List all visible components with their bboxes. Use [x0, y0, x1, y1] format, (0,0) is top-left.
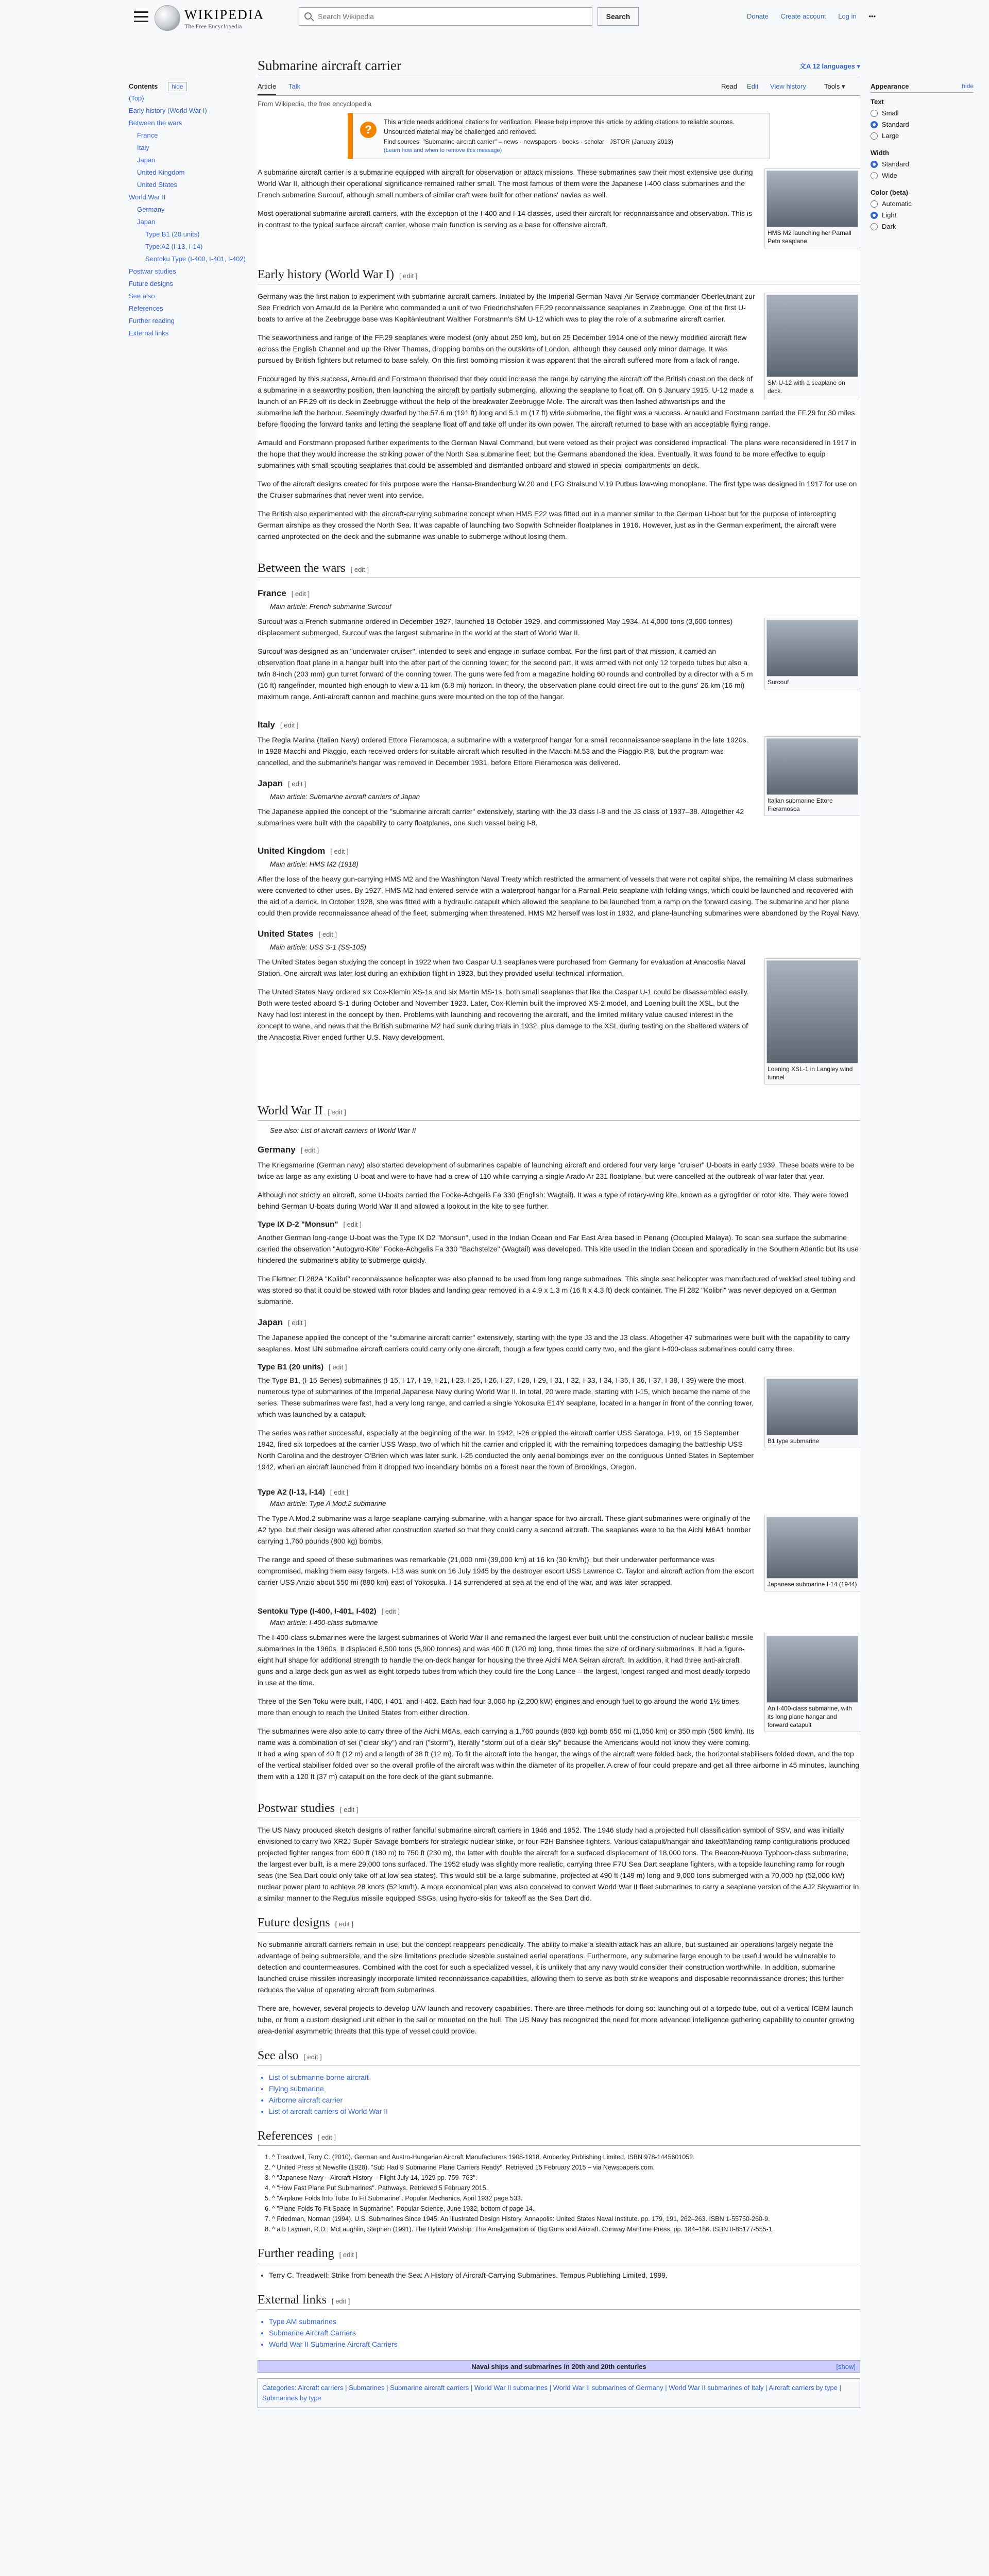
section-heading-further-reading: Further reading [ edit ] — [258, 2247, 860, 2263]
body-paragraph: Germany was the first nation to experiment with submarine aircraft carriers. Initiated by the Imperial German Naval Air Service commander Oberleutnant zur See Friedrich von Arnauld de la Perière who commanded a unit of two Friedrichshafen FF.29 reconnaissance seaplanes in Zeebrugge. One of the first U-boats to arrive at the Zeebrugge base was Kapitänleutnant Walther Forstmann's SM U-12 which was to play the role of a submarine aircraft carrier. — [258, 292, 755, 323]
body-paragraph: The Type B1, (I-15 Series) submarines (I-15, I-17, I-19, I-21, I-23, I-25, I-26, I-27, I-28, I-29, I-31, I-32, I-33, I-34, I-35, I-36, I-37, I-38, I-39) were the most numerous type of submarines of the Imperial Japanese Navy during World War II. In total, 20 were made, starting with I-15, which became the name of the series. These submarines were fast, had a very long range, and carried a single Yokosuka E14Y seaplane, located in a hangar in front of the conning tower, which was launched by a catapult. — [258, 1376, 754, 1418]
i14-image[interactable] — [766, 1517, 858, 1579]
wikipedia-globe-logo[interactable] — [155, 5, 180, 31]
list-item: 1. ^ Treadwell, Terry C. (2010). German and Austro-Hungarian Aircraft Manufacturers 1908-1918. Amberley Publishing Limited. ISBN 978-1445601052. — [272, 2152, 860, 2162]
thumb-caption: B1 type submarine — [768, 1437, 820, 1445]
appearance-hide-button[interactable]: hide — [962, 82, 974, 90]
toc-item[interactable]: Sentoku Type (I-400, I-401, I-402) — [145, 255, 246, 263]
search-input[interactable] — [317, 11, 543, 22]
appearance-group-title: Width — [871, 149, 889, 157]
language-button[interactable]: 文A 12 languages ▾ — [799, 62, 860, 70]
issue-line-2: Find sources: "Submarine aircraft carrier" – news · newspapers · books · scholar · JSTOR (January 2013) — [384, 138, 673, 145]
edit-section-link[interactable]: [ edit ] — [329, 1363, 347, 1371]
toc-item[interactable]: World War II — [129, 193, 166, 201]
main-column — [258, 50, 860, 2418]
categories-list — [262, 2384, 841, 2402]
subsection-heading-japan-ww2: Japan [ edit ] — [258, 1317, 306, 1327]
list-item[interactable]: • Flying submarine — [269, 2083, 860, 2094]
u12-thumbnail[interactable] — [764, 293, 860, 398]
toc-item[interactable]: France — [137, 131, 158, 139]
list-item: 5. ^ "Airplane Folds Into Tube To Fit Submarine". Popular Mechanics, April 1932 page 533. — [272, 2193, 860, 2204]
category-link[interactable]: | Submarine aircraft carriers — [384, 2384, 469, 2392]
body-paragraph: The United States Navy ordered six Cox-Klemin XS-1s and six Martin MS-1s, both small seaplanes that like the Caspar U-1 could be disassembled easily. Both were tested aboard S-1 during October and November 1923. Later, Cox-Klemin built the improved XS-2 model, and Loening built the XSL, but the Navy had lost interest in the concept by then. Problems with launching and recovering the aircraft, and the limited military value caused interest in the concept to wane, and news that the British submarine M2 had sunk during trials in 1932, plus damage to the XSL during testing on the sheltered waters of the Anacostia River ended further U.S. Navy development. — [258, 988, 749, 1041]
u12-image[interactable] — [766, 295, 858, 377]
edit-section-link[interactable]: [ edit ] — [288, 1319, 306, 1327]
i400-thumbnail[interactable] — [764, 1634, 860, 1732]
edit-section-link[interactable]: [ edit ] — [335, 1920, 354, 1928]
subsection-heading-us: United States [ edit ] — [258, 929, 337, 939]
list-item[interactable]: • World War II Submarine Aircraft Carriers — [269, 2338, 860, 2350]
list-item[interactable]: • Submarine Aircraft Carriers — [269, 2327, 860, 2338]
toc-item[interactable]: Between the wars — [129, 119, 182, 127]
category-link[interactable]: | World War II submarines of Germany — [548, 2384, 663, 2392]
germany-paras — [258, 1159, 860, 1212]
appearance-group — [871, 98, 974, 142]
toc-header — [129, 82, 247, 90]
references-list — [272, 2152, 860, 2234]
section-heading-external-links: External links [ edit ] — [258, 2293, 860, 2310]
article-content — [258, 96, 860, 2408]
tab-edit[interactable]: Edit — [747, 82, 759, 90]
table-of-contents — [129, 82, 247, 340]
appearance-panel — [871, 82, 974, 240]
logo-wordmark[interactable]: WIKIPEDIA — [184, 7, 265, 22]
section-heading-early-history: Early history (World War I) [ edit ] — [258, 268, 860, 284]
body-paragraph: The Japanese applied the concept of the "submarine aircraft carrier" extensively, starting with the J3 class I-8 and the J3 class of 1937–38. Altogether 42 submarines were built with the capability to carry floatplanes, one such vessel being I-8. — [258, 807, 744, 827]
appearance-header — [871, 82, 974, 93]
thumb-caption: SM U-12 with a seaplane on deck. — [768, 379, 845, 395]
page-tabs — [258, 77, 860, 96]
thumb-caption: An I-400-class submarine, with its long plane hangar and forward catapult — [768, 1705, 852, 1728]
toc-item[interactable]: See also — [129, 292, 155, 300]
thumb-caption: Japanese submarine I-14 (1944) — [768, 1581, 857, 1588]
toc-item[interactable]: Type A2 (I-13, I-14) — [145, 243, 203, 250]
hatnote: Main article: French submarine Surcouf — [270, 603, 391, 611]
radio-label: Light — [882, 211, 897, 219]
radio-icon[interactable] — [871, 161, 878, 168]
thumb-caption: Loening XSL-1 in Langley wind tunnel — [768, 1065, 853, 1081]
i400-image[interactable] — [766, 1636, 858, 1703]
fieramosca-thumbnail[interactable] — [764, 736, 860, 816]
remove-message-link[interactable]: (Learn how and when to remove this message) — [384, 147, 502, 154]
radio-label: Large — [882, 132, 899, 140]
intro-paragraph: Most operational submarine aircraft carriers, with the exception of the I-400 and I-14 classes, used their aircraft for reconnaissance and observation. This is in contrast to the typical surface aircraft carrier, whose main function is serving as a base for offensive aircraft. — [258, 209, 752, 229]
tab-tools[interactable]: Tools ▾ — [824, 82, 845, 90]
toc-item[interactable]: United Kingdom — [137, 168, 185, 176]
section-heading-future: Future designs [ edit ] — [258, 1916, 860, 1933]
appearance-title: Appearance — [871, 82, 909, 90]
site-header — [0, 0, 989, 52]
thumb-caption: Surcouf — [768, 679, 789, 686]
category-links — [258, 2378, 860, 2408]
appearance-option[interactable] — [871, 119, 974, 130]
donate-link[interactable]: Donate — [746, 12, 769, 20]
body-paragraph: The Type A Mod.2 submarine was a large seaplane-carrying submarine, with a hangar space for two aircraft. These giant submarines were originally of the A2 type, but their design was altered after construction started so that they could carry a second aircraft. The seaplanes were to be the Aichi M6A1 bomber carrying 1,760 pounds (800 kg) bombs. — [258, 1514, 751, 1545]
list-item: 3. ^ "Japanese Navy – Aircraft History – Flight July 14, 1929 pp. 759–763". — [272, 2173, 860, 2183]
appearance-option[interactable] — [871, 198, 974, 210]
list-item: 4. ^ "How Fast Plane Put Submarines". Pathways. Retrieved 5 February 2015. — [272, 2183, 860, 2193]
toc-item[interactable]: Italy — [137, 144, 149, 151]
section-heading-between-wars: Between the wars [ edit ] — [258, 562, 860, 578]
appearance-group-title: Text — [871, 98, 884, 106]
body-paragraph: After the loss of the heavy gun-carrying HMS M2 and the Washington Naval Treaty which restricted the armament of vessels that were not capital ships, the remaining M class submarines were converted to other uses. By 1927, HMS M2 had entered service with a waterproof hangar for a Parnall Peto seaplane with folding wings, which could be launched and recovered with the aid of a derrick. In October 1928, she was fitted with a hydraulic catapult which allowed the seaplane to be launched from a ramp on the forward casing. The submarine and her plane could then provide reconnaissance ahead of the fleet, submerging when threatened. HMS M2 herself was lost in 1932, and plane-launching submarines were abandoned by the Royal Navy. — [258, 875, 860, 917]
edit-section-link[interactable]: [ edit ] — [318, 930, 337, 938]
section-heading-postwar: Postwar studies [ edit ] — [258, 1802, 860, 1818]
fieramosca-image[interactable] — [766, 738, 858, 795]
tab-article[interactable]: Article — [258, 82, 276, 95]
postwar-paras — [258, 1824, 860, 1904]
list-item[interactable]: • List of aircraft carriers of World War II — [269, 2106, 860, 2117]
edit-section-link[interactable]: [ edit ] — [343, 1221, 362, 1228]
radio-label: Dark — [882, 223, 896, 230]
category-link[interactable]: | World War II submarines of Italy — [663, 2384, 764, 2392]
toc-item[interactable]: Future designs — [129, 280, 173, 287]
tab-history[interactable]: View history — [770, 82, 806, 90]
radio-label: Small — [882, 109, 899, 117]
subsection-heading-type-a2: Type A2 (I-13, I-14) [ edit ] — [258, 1488, 349, 1497]
list-item: • Terry C. Treadwell: Strike from beneath the Sea: A History of Aircraft-Carrying Submarines. Tempus Publishing Limited, 1999. — [269, 2269, 860, 2281]
edit-section-link[interactable]: [ edit ] — [399, 272, 418, 280]
section-heading-see-also: See also [ edit ] — [258, 2049, 860, 2065]
further-reading-list — [269, 2269, 860, 2281]
body-paragraph: The range and speed of these submarines was remarkable (21,000 nmi (39,000 km) at 16 kn (30 km/h)), but their underwater performance was compromised, making them easy targets. I-13 was sunk on 16 July 1945 by the destroyer escort USS Lawrence C. Taylor and aircraft action from the escort carrier USS Anzio about 550 mi (890 km) east of Yokosuka. I-14 surrendered at sea at the end of the war, and was later scrapped. — [258, 1555, 754, 1586]
radio-icon[interactable] — [871, 132, 878, 140]
appearance-option[interactable] — [871, 108, 974, 119]
body-paragraph: The British also experimented with the aircraft-carrying submarine concept when HMS E22 was fitted out in a manner similar to the German U-boat but for the purpose of intercepting German airships as they crossed the North Sea. It was capable of launching two Sopwith Schneider floatplanes in 1916. However, just as in the German experiment, the aircraft were carried unprotected on the deck and the submarine was unable to submerge without losing them. — [258, 510, 837, 540]
subsection-heading-type-b1: Type B1 (20 units) [ edit ] — [258, 1363, 347, 1371]
body-paragraph: The Regia Marina (Italian Navy) ordered Ettore Fieramosca, a submarine with a waterproof hangar for a small reconnaissance seaplane in the late 1920s. In 1928 Macchi and Piaggio, each received orders for suitable aircraft which resulted in the Macchi M.53 and the Piaggio P.8, but the program was cancelled, and the submarine's hangar was removed in December 1931, before Ettore Fieramosca was delivered. — [258, 736, 748, 767]
appearance-groups — [871, 98, 974, 232]
from-wikipedia: From Wikipedia, the free encyclopedia — [258, 100, 372, 108]
b1-thumbnail[interactable] — [764, 1377, 860, 1448]
i14-thumbnail[interactable] — [764, 1515, 860, 1591]
subsection-heading-france: France [ edit ] — [258, 588, 310, 598]
toc-item[interactable]: United States — [137, 181, 178, 189]
body-paragraph: The US Navy produced sketch designs of rather fanciful submarine aircraft carriers in 1946 and 1952. The 1946 study had a projected hull classification symbol of SSV, and was initially envisioned to carry two XR2J Super Savage bombers for strategic nuclear strike, or four F2H Banshee fighters. Various catapult/hangar and takeoff/landing ramp configurations produced projected fighter ranges from 600 ft (180 m) to 750 ft (230 m), the latter with double the aircraft for a surfaced displacement of 18,000 tons. The Beacon-Nuovo Typhoon-class submarine, the largest ever built, is a mere 29,000 tons surfaced. The 1952 study was slightly more realistic, carrying three F7U Sea Dart seaplane fighters, with a topside launching ramp for rough seas (the Sea Dart could only take off at low sea states). This would still be a large submarine, projected at 490 ft (149 m) long and 9,000 tons submerged with a 70,000 hp (52,000 kW) nuclear power plant to achieve 28 knots (52 km/h). A more economical plan was also conceived to convert World War II fleet submarines to carry a seaplane version of the AJ2 Skywarrior in a similar manner to the Regulus missile equipped SSGs, using hydro-skis for takeoff as the Sea Dart did. — [258, 1826, 859, 1902]
edit-section-link[interactable]: [ edit ] — [328, 1108, 346, 1116]
category-link[interactable]: | Submarines by type — [262, 2384, 841, 2402]
edit-section-link[interactable]: [ edit ] — [303, 2053, 322, 2061]
list-item: 8. ^ a b Layman, R.D.; McLaughlin, Stephen (1991). The Hybrid Warship: The Amalgamation of Big Guns and Aircraft. Conway Maritime Press. pp. 184–186. ISBN 0-85177-555-1. — [272, 2224, 860, 2234]
toc-hide-button[interactable]: hide — [168, 82, 187, 91]
body-paragraph: There are, however, several projects to develop UAV launch and recovery capabilities. There are three methods for doing so: launching out of a torpedo tube, out of a vertical ICBM launch tube, or from a custom designed unit either in the sail or mounted on the hull. The US Navy has recognized the need for more advanced intelligence gathering capability to counter growing area-denial asymmetric threats that this type of vessel could provide. — [258, 2004, 855, 2035]
body-paragraph: The seaworthiness and range of the FF.29 seaplanes were modest (only about 250 km), but on 25 December 1914 one of the newly modified aircraft flew across the English Channel and up the River Thames, dropping bombs on the outskirts of London, although they caused only minor damage. It was pursued by British fighters but returned to base safely. On this first bombing mission it was apparent that the aircraft suffered more from a lack of range. — [258, 333, 747, 364]
edit-section-link[interactable]: [ edit ] — [317, 2133, 336, 2141]
body-paragraph: Two of the aircraft designs created for this purpose were the Hansa-Brandenburg W.20 and LFG Stralsund V.19 Putbus low-wing monoplane. The first type was designed in 1917 for use on the Cruiser submarines that never went into service. — [258, 480, 857, 499]
hatnote: See also: List of aircraft carriers of World War II — [270, 1127, 416, 1134]
surcouf-thumbnail[interactable] — [764, 618, 860, 689]
list-item: 2. ^ United Press at Newsfile (1928). "Sub Had 9 Submarine Plane Carriers Ready". Retrieved 15 February 2015 – via Newspapers.com. — [272, 2162, 860, 2173]
toc-item[interactable]: Germany — [137, 206, 165, 213]
edit-section-link[interactable]: [ edit ] — [339, 2251, 358, 2259]
appearance-option[interactable] — [871, 221, 974, 232]
body-paragraph: Surcouf was designed as an "underwater cruiser", intended to seek and engage in surface combat. For the first part of that mission, it carried an observation float plane in a hangar built into the after part of the conning tower; for the second part, it was armed with not only 12 torpedo tubes but also a twin 8-inch (203 mm) gun turret forward of the conning tower. The guns were fed from a magazine holding 60 rounds and controlled by a director with a 5 m (16 ft) rangefinder, mounted high enough to view a 11 km (6.8 mi) horizon. In theory, the observation plane could direct fire out to the guns' 26 km (16 mi) maximum range. Anti-aircraft cannon and machine guns were mounted on the top of the hangar. — [258, 647, 753, 701]
subsection-heading-japan: Japan [ edit ] — [258, 778, 306, 788]
page-title: Submarine aircraft carrier — [258, 50, 860, 77]
hatnote: Main article: Submarine aircraft carriers of Japan — [270, 793, 420, 801]
body-paragraph: The United States began studying the concept in 1922 when two Caspar U.1 seaplanes were purchased from Germany for evaluation at Anacostia Naval Station. One aircraft was later lost during an exhibition flight in 1923, but they provided useful technical information. — [258, 958, 746, 977]
thumb-caption: HMS M2 launching her Parnall Peto seaplane — [768, 229, 851, 245]
subsection-heading-uk: United Kingdom [ edit ] — [258, 846, 349, 856]
subsection-heading-italy: Italy [ edit ] — [258, 720, 299, 730]
thumb-caption: Italian submarine Ettore Fieramosca — [768, 797, 833, 812]
hatnote: Main article: I-400-class submarine — [270, 1619, 378, 1626]
body-paragraph: The submarines were also able to carry three of the Aichi M6As, each carrying a 1,760 pounds (800 kg) bomb 650 mi (1,050 km) or 350 mph (560 km/h). Its name was a combination of sei ("clear sky") and ran ("storm"), literally "storm out of a clear sky" because the Americans would not know they were coming. It had a wing span of 40 ft (12 m) and a length of 38 ft (12 m). To fit the aircraft into the hangar, the wings of the aircraft were folded back, the horizontal stabilisers folded down, and the top of the vertical stabiliser folded over so the overall profile of the aircraft was within the diameter of its propeller. A crew of four could prepare and get all three airborne in 45 minutes, launching them with a 120 ft (37 m) catapult on the fore deck of the giant submarine. — [258, 1727, 860, 1781]
toc-item[interactable]: Further reading — [129, 317, 175, 325]
search-box — [299, 7, 592, 26]
edit-section-link[interactable]: [ edit ] — [288, 780, 306, 788]
appearance-group-title: Color (beta) — [871, 189, 908, 196]
edit-section-link[interactable]: [ edit ] — [381, 1607, 400, 1615]
toc-item[interactable]: Postwar studies — [129, 267, 176, 275]
toc-item[interactable]: External links — [129, 329, 169, 337]
warning-icon: ? — [360, 122, 377, 138]
radio-label: Standard — [882, 160, 909, 168]
list-item: 7. ^ Friedman, Norman (1994). U.S. Submarines Since 1945: An Illustrated Design History. Annapolis: United States Naval Institute. pp. 179, 191, 262–263. ISBN 1-55750-260-9. — [272, 2214, 860, 2224]
radio-icon[interactable] — [871, 110, 878, 117]
edit-section-link[interactable]: [ edit ] — [350, 566, 369, 573]
edit-section-link[interactable]: [ edit ] — [330, 1488, 349, 1496]
edit-section-link[interactable]: [ edit ] — [340, 1806, 359, 1814]
categories-label[interactable]: Categories: — [262, 2384, 297, 2392]
loening-thumbnail[interactable] — [764, 958, 860, 1084]
appearance-option[interactable] — [871, 130, 974, 142]
body-paragraph: The series was rather successful, especially at the beginning of the war. In 1942, I-26 crippled the aircraft carrier USS Saratoga. I-19, on 15 September 1942, fired six torpedoes at the carrier USS Wasp, two of which hit the carrier and crippled it, with the remaining torpedoes damaging the battleship USS North Carolina and the destroyer O'Brien which was later sunk. I-25 conducted the only aerial bombings ever on the contiguous United States in September 1942, when an aircraft launched from it dropped two incendiary bombs on a forest near the town of Brookings, Oregon. — [258, 1429, 754, 1471]
appearance-group — [871, 189, 974, 232]
radio-icon[interactable] — [871, 200, 878, 208]
category-link[interactable]: | World War II submarines — [469, 2384, 548, 2392]
appearance-group — [871, 149, 974, 181]
body-paragraph: Arnauld and Forstmann proposed further experiments to the German Naval Command, but were vetoed as their project was considered impractical. The plans were reconsidered in 1917 in the hope that they would increase the striking power of the North Sea submarine fleet; but the Germans abandoned the idea. Eventually, it was found to be more effective to equip submarines with small scouting seaplanes that could be assembled and dismantled onboard and stowed in special compartments on deck. — [258, 438, 857, 469]
uk-paras — [258, 873, 860, 919]
edit-section-link[interactable]: [ edit ] — [291, 590, 310, 598]
surcouf-image[interactable] — [766, 620, 858, 676]
subsection-heading-sentoku: Sentoku Type (I-400, I-401, I-402) [ edit ] — [258, 1607, 400, 1616]
hatnote: Main article: USS S-1 (SS-105) — [270, 943, 366, 951]
personal-tools — [737, 12, 876, 20]
toc-item[interactable]: References — [129, 304, 163, 312]
toc-title: Contents — [129, 82, 158, 90]
toc-item[interactable]: Japan — [137, 156, 156, 164]
edit-section-link[interactable]: [ edit ] — [331, 2297, 350, 2305]
toc-list — [129, 92, 247, 340]
appearance-option[interactable] — [871, 210, 974, 221]
logo-tagline: The Free Encyclopedia — [184, 23, 242, 30]
subsection-heading-germany: Germany [ edit ] — [258, 1145, 319, 1155]
list-item[interactable]: • Airborne aircraft carrier — [269, 2094, 860, 2106]
body-paragraph: The Kriegsmarine (German navy) also started development of submarines capable of launching aircraft and ordered four very large "cruiser" U-boats in early 1939. These boats were to be twice as large as any existing U-boat and were to have had a crew of 110 while carrying a single Arado Ar 231 floatplane, but were cancelled at the outbreak of war later that year. — [258, 1161, 855, 1180]
list-item[interactable]: • Type AM submarines — [269, 2316, 860, 2327]
body-paragraph: The Flettner Fl 282A "Kolibri" reconnaissance helicopter was also planned to be used from long range submarines. This single seat helicopter was manufactured of welded steel tubing and was stored so that it could be stowed with rotor blades and landing gear removed in a 4.9 x 1.3 m (16 ft x 4.3 ft) deck container. The Fl 282 "Kolibri" was never deployed on a German submarine. — [258, 1275, 855, 1306]
see-also-list — [269, 2072, 860, 2117]
radio-label: Wide — [882, 172, 897, 179]
subsection-heading-type-ix: Type IX D-2 "Monsun" [ edit ] — [258, 1220, 362, 1229]
search-button[interactable]: Search — [598, 7, 639, 26]
intro-paragraph: A submarine aircraft carrier is a submarine equipped with aircraft for observation or attack missions. These submarines saw their most extensive use during World War II, although their operational significance remained rather small. The most famous of them were the Japanese I-400 class submarines and the French submarine Surcouf, although small numbers of similar craft were built for other nations' navies as well. — [258, 168, 753, 199]
list-item[interactable]: • List of submarine-borne aircraft — [269, 2072, 860, 2083]
category-link[interactable]: | Aircraft carriers by type — [763, 2384, 838, 2392]
appearance-option[interactable] — [871, 170, 974, 181]
hatnote: Main article: HMS M2 (1918) — [270, 860, 359, 868]
radio-label: Automatic — [882, 200, 912, 208]
body-paragraph: The I-400-class submarines were the largest submarines of World War II and remained the largest ever built until the construction of nuclear ballistic missile submarines in the 1960s. It displaced 6,500 tons (5,900 tonnes) and was 400 ft (120 m) long, three times the size of ordinary submarines. It had a figure-eight hull shape for additional strength to handle the on-deck hangar for housing the three Aichi M6A Seiran aircraft. In addition, it had three anti-aircraft guns and a large deck gun as well as eight torpedo tubes from which they could fire the Long Lance – the largest, longest ranged and most deadly torpedo in use at the time. — [258, 1633, 754, 1687]
create-account-link[interactable]: Create account — [780, 12, 826, 20]
log-in-link[interactable]: Log in — [838, 12, 857, 20]
tab-talk[interactable]: Talk — [288, 82, 301, 90]
toc-item[interactable]: Japan — [137, 218, 156, 226]
radio-icon[interactable] — [871, 212, 878, 219]
radio-icon[interactable] — [871, 121, 878, 128]
list-item: 6. ^ "Plane Folds To Fit Space In Submarine". Popular Science, June 1932, bottom of page 14. — [272, 2204, 860, 2214]
navbox-title: Naval ships and submarines in 20th and 20th centuries [show] — [258, 2361, 860, 2372]
body-paragraph: No submarine aircraft carriers remain in use, but the concept reappears periodically. The ability to make a stealth attack has an allure, but sustained air operations largely negate the advantage of being submersible, and the size limitations preclude sizeable sustained aerial operations. Furthermore, any submarine large enough to be useful would be vulnerable to detection and countermeasures. Combined with the cost for such a specialized vessel, it is unlikely that any navy would consider their construction worthwhile. In addition, submarine launched cruise missiles increasingly incorporate limited reconnaissance capabilities, allowing them to serve as both strike weapons and disposable reconnaissance drones; this further reduces the value of operating aircraft from submarines. — [258, 1940, 844, 1994]
section-heading-references: References [ edit ] — [258, 2129, 860, 2146]
edit-section-link[interactable]: [ edit ] — [300, 1146, 319, 1154]
body-paragraph: Surcouf was a French submarine ordered in December 1927, launched 18 October 1929, and commissioned May 1934. At 4,000 tons (3,600 tonnes) displacement submerged, Surcouf was the largest submarine in the world at the start of World War II. — [258, 617, 733, 637]
m2-seaplane-image[interactable] — [766, 171, 858, 227]
category-link[interactable]: Aircraft carriers — [298, 2384, 344, 2392]
body-paragraph: Encouraged by this success, Arnauld and Forstmann theorised that they could increase the range by carrying the aircraft off the British coast on the deck of a submarine in a seaworthy position, then launching the aircraft by partially submerging, allowing the seaplane to float off. On 6 January 1915, U-12 made a launch of an FF.29 off its deck in Zeebrugge without the help of the breakwater Zeebrugge Mole. The aircraft was then lashed athwartships and the submarine left the harbour. Seemingly dwarfed by the 57.6 m (191 ft) long and 5.1 m (17 ft) wide submarine, the flight was a success. Arnauld and Forstmann carried the FF.29 for 30 miles before flooding the forward tanks and letting the seaplane float off and take off under its own power. The aircraft returned to base with an acceptable flying range. — [258, 375, 855, 428]
type-ix-paras — [258, 1232, 860, 1307]
edit-section-link[interactable]: [ edit ] — [280, 721, 299, 729]
body-paragraph: Although not strictly an aircraft, some U-boats carried the Focke-Achgelis Fa 330 (English: Wagtail). It was a type of rotary-wing kite, known as a gyroglider or rotor kite. They were towed behind German U-boats during World War II and allowed a lookout in the kite to see further. — [258, 1191, 848, 1210]
hatnote: Main article: Type A Mod.2 submarine — [270, 1500, 386, 1507]
radio-icon[interactable] — [871, 223, 878, 230]
search-icon — [304, 12, 312, 20]
future-paras — [258, 1939, 860, 2037]
radio-label: Standard — [882, 121, 909, 128]
body-paragraph: The Japanese applied the concept of the "submarine aircraft carrier" extensively, starting with the type J3 and the J3 class. Altogether 47 submarines were built with the capability to carry seaplanes. Most IJN submarine aircraft carriers could carry only one aircraft, though a few types could carry two, and the giant I-400-class submarines could carry three. — [258, 1333, 850, 1353]
body-paragraph: Another German long-range U-boat was the Type IX D2 "Monsun", used in the Indian Ocean and Far East Area based in Penang (Occupied Malaya). To scan sea surface the submarine carried the observation "Autogyro-Kite" Focke-Achgelis Fa 330 "Bachstelze" (Wagtail) was developed. This kite used in the Indian Ocean and sporadically in the Southern Atlantic but its use hindered the submarine's ability to submerge quickly. — [258, 1233, 859, 1264]
more-options-icon[interactable]: ••• — [868, 12, 876, 20]
b1-image[interactable] — [766, 1379, 858, 1435]
issue-line-1: This article needs additional citations for verification. Please help improve this article by adding citations to reliable sources. Unsourced material may be challenged and removed. — [384, 118, 735, 135]
body-paragraph: Three of the Sen Toku were built, I-400, I-401, and I-402. Each had four 3,000 hp (2,200 kW) engines and enough fuel to go around the world 1½ times, more than enough to reach the United States from either direction. — [258, 1697, 741, 1717]
citation-needed-box — [348, 113, 770, 159]
category-link[interactable]: | Submarines — [343, 2384, 385, 2392]
toc-item[interactable]: Type B1 (20 units) — [145, 230, 200, 238]
intro-thumbnail[interactable] — [764, 168, 860, 248]
external-links-list — [269, 2316, 860, 2350]
main-menu-icon[interactable] — [134, 11, 148, 23]
navbox — [258, 2360, 860, 2373]
japan-ww2-paras — [258, 1332, 860, 1354]
toc-item[interactable]: Early history (World War I) — [129, 107, 207, 114]
tab-read[interactable]: Read — [721, 82, 738, 90]
navbox-toggle[interactable]: [show] — [836, 2363, 856, 2370]
section-heading-ww2: World War II [ edit ] — [258, 1104, 860, 1121]
edit-section-link[interactable]: [ edit ] — [330, 848, 349, 855]
loening-image[interactable] — [766, 960, 858, 1063]
toc-item[interactable]: (Top) — [129, 94, 144, 102]
radio-icon[interactable] — [871, 172, 878, 179]
appearance-option[interactable] — [871, 159, 974, 170]
